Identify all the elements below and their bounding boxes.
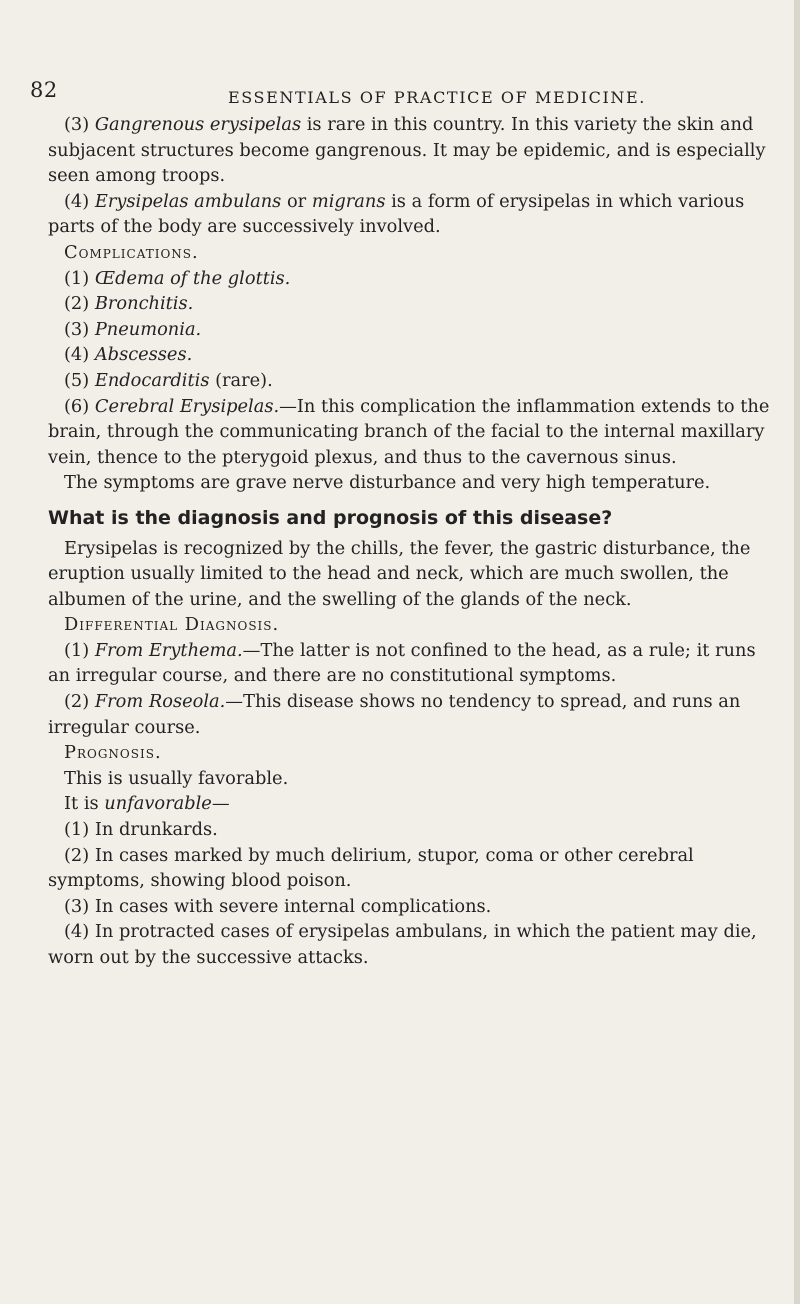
heading-prognosis: Prognosis.: [64, 742, 162, 764]
term-erysipelas-ambulans: Erysipelas ambulans: [94, 190, 282, 212]
paragraph-roseola: (2) From Roseola.—This disease shows no tendency to spread, and runs an irregular course.: [48, 691, 741, 738]
paragraph-unfavorable: It is unfavorable—: [64, 793, 230, 815]
paragraph-erythema: (1) From Erythema.—The latter is not confined to the head, as a rule; it runs an irregular course, and there are no constitutional symptoms.: [48, 639, 756, 687]
heading-differential-diagnosis: Differential Diagnosis.: [64, 614, 280, 636]
page-number: 82: [30, 78, 58, 102]
paragraph-ambulans: (4) Erysipelas ambulans or migrans is a form of erysipelas in which various parts of the body are successively involved.: [48, 190, 745, 238]
list-item: (1) In drunkards.: [64, 819, 218, 841]
page-edge-shadow: [794, 0, 800, 1304]
term-from-erythema: From Erythema.: [94, 639, 243, 661]
term-from-roseola: From Roseola.: [94, 691, 226, 713]
paragraph-cerebral-erysipelas: (6) Cerebral Erysipelas.—In this complication the inflammation extends to the brain, through the communicating branch of the facial to the internal maxillary vein, thence to the pterygoid plexus, and thus to the cavernous sinus.: [48, 395, 770, 468]
list-item: (4) Abscesses.: [64, 344, 193, 366]
paragraph-symptoms: The symptoms are grave nerve disturbance and very high temperature.: [64, 472, 711, 494]
question-heading: What is the diagnosis and prognosis of this disease?: [48, 506, 613, 529]
running-title: ESSENTIALS OF PRACTICE OF MEDICINE.: [228, 88, 646, 107]
page-body: [48, 112, 770, 971]
list-item: (3) Pneumonia.: [64, 318, 202, 340]
term-cerebral-erysipelas: Cerebral Erysipelas.: [94, 395, 280, 417]
paragraph-diagnosis-answer: Erysipelas is recognized by the chills, the fever, the gastric disturbance, the eruption usually limited to the head and neck, which are much swollen, the albumen of the urine, and the swelling of the glands of the neck.: [48, 537, 751, 610]
paragraph-gangrenous: (3) Gangrenous erysipelas is rare in this country. In this variety the skin and subjacent structures become gangrenous. It may be epidemic, and is especially seen among troops.: [48, 114, 766, 187]
list-item: (3) In cases with severe internal complications.: [64, 895, 492, 917]
list-item: (1) Œdema of the glottis.: [64, 267, 291, 289]
list-item: (2) In cases marked by much delirium, stupor, coma or other cerebral symptoms, showing blood poison.: [48, 844, 694, 892]
term-gangrenous-erysipelas: Gangrenous erysipelas: [94, 114, 302, 135]
heading-complications: Complications.: [64, 241, 199, 263]
paragraph-favorable: This is usually favorable.: [64, 767, 289, 789]
list-item: (4) In protracted cases of erysipelas ambulans, in which the patient may die, worn out by the successive attacks.: [48, 921, 757, 968]
list-item: (2) Bronchitis.: [64, 293, 194, 315]
list-item: (5) Endocarditis (rare).: [64, 369, 273, 391]
term-migrans: migrans: [311, 190, 386, 212]
term-unfavorable: unfavorable: [104, 793, 212, 815]
